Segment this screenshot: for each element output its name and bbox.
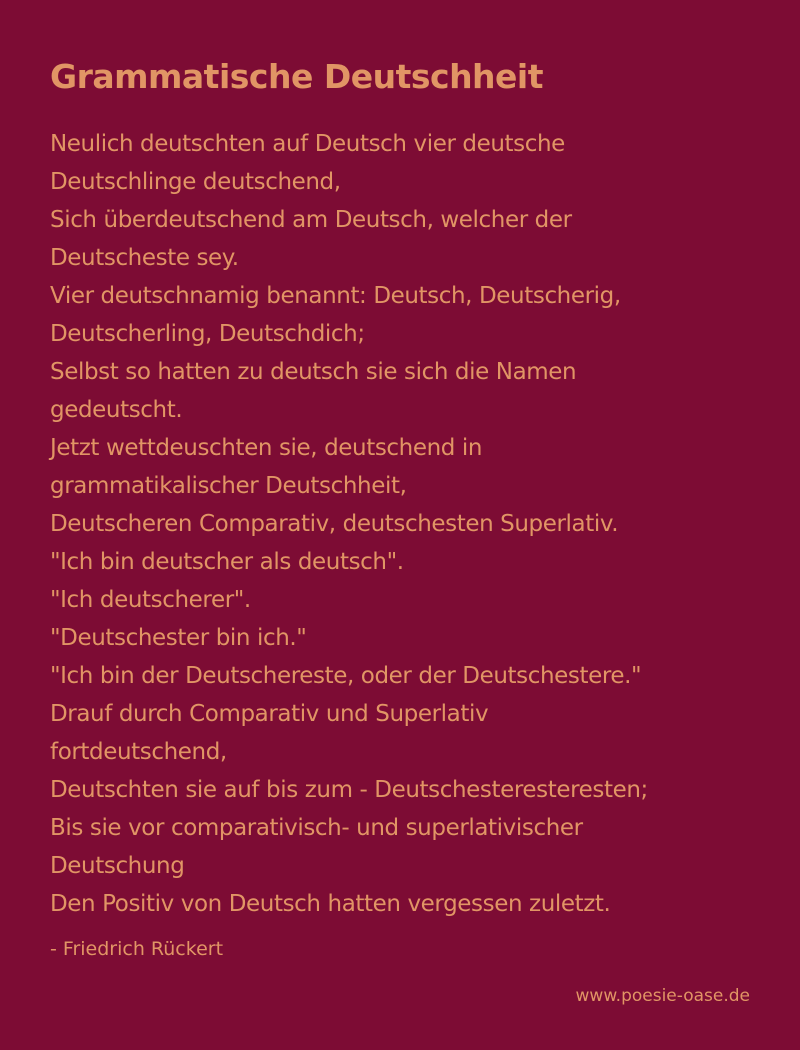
poem-line: "Ich deutscherer".	[50, 587, 251, 613]
poem-line: Vier deutschnamig benannt: Deutsch, Deutscherig,	[50, 283, 621, 309]
poem-line: Neulich deutschten auf Deutsch vier deutsche	[50, 131, 565, 157]
poem-line: fortdeutschend,	[50, 739, 227, 765]
poem-line: Deutscheste sey.	[50, 245, 239, 271]
poem-line: Jetzt wettdeuschten sie, deutschend in	[50, 435, 483, 461]
poem-line: Den Positiv von Deutsch hatten vergessen zuletzt.	[50, 891, 611, 917]
poem-line: Bis sie vor comparativisch- und superlativischer	[50, 815, 583, 841]
website-link[interactable]: www.poesie-oase.de	[575, 986, 750, 1006]
poem-line: Sich überdeutschend am Deutsch, welcher der	[50, 207, 572, 233]
poem-line: Selbst so hatten zu deutsch sie sich die Namen	[50, 359, 577, 385]
poem-author: - Friedrich Rückert	[50, 938, 224, 960]
poem-line: Deutscheren Comparativ, deutschesten Superlativ.	[50, 511, 619, 537]
poem-line: Deutschlinge deutschend,	[50, 169, 341, 195]
poem-line: grammatikalischer Deutschheit,	[50, 473, 407, 499]
poem-line: Deutschten sie auf bis zum - Deutschesteresteresten;	[50, 777, 648, 803]
poem-line: "Ich bin deutscher als deutsch".	[50, 549, 404, 575]
poem-line: "Deutschester bin ich."	[50, 625, 307, 651]
poem-line: Drauf durch Comparativ und Superlativ	[50, 701, 489, 727]
poem-line: gedeutscht.	[50, 397, 183, 423]
poem-title: Grammatische Deutschheit	[50, 57, 544, 96]
poem-line: "Ich bin der Deutschereste, oder der Deutschestere."	[50, 663, 642, 689]
poem-body	[50, 125, 750, 923]
poem-line: Deutschung	[50, 853, 185, 879]
poem-line: Deutscherling, Deutschdich;	[50, 321, 365, 347]
